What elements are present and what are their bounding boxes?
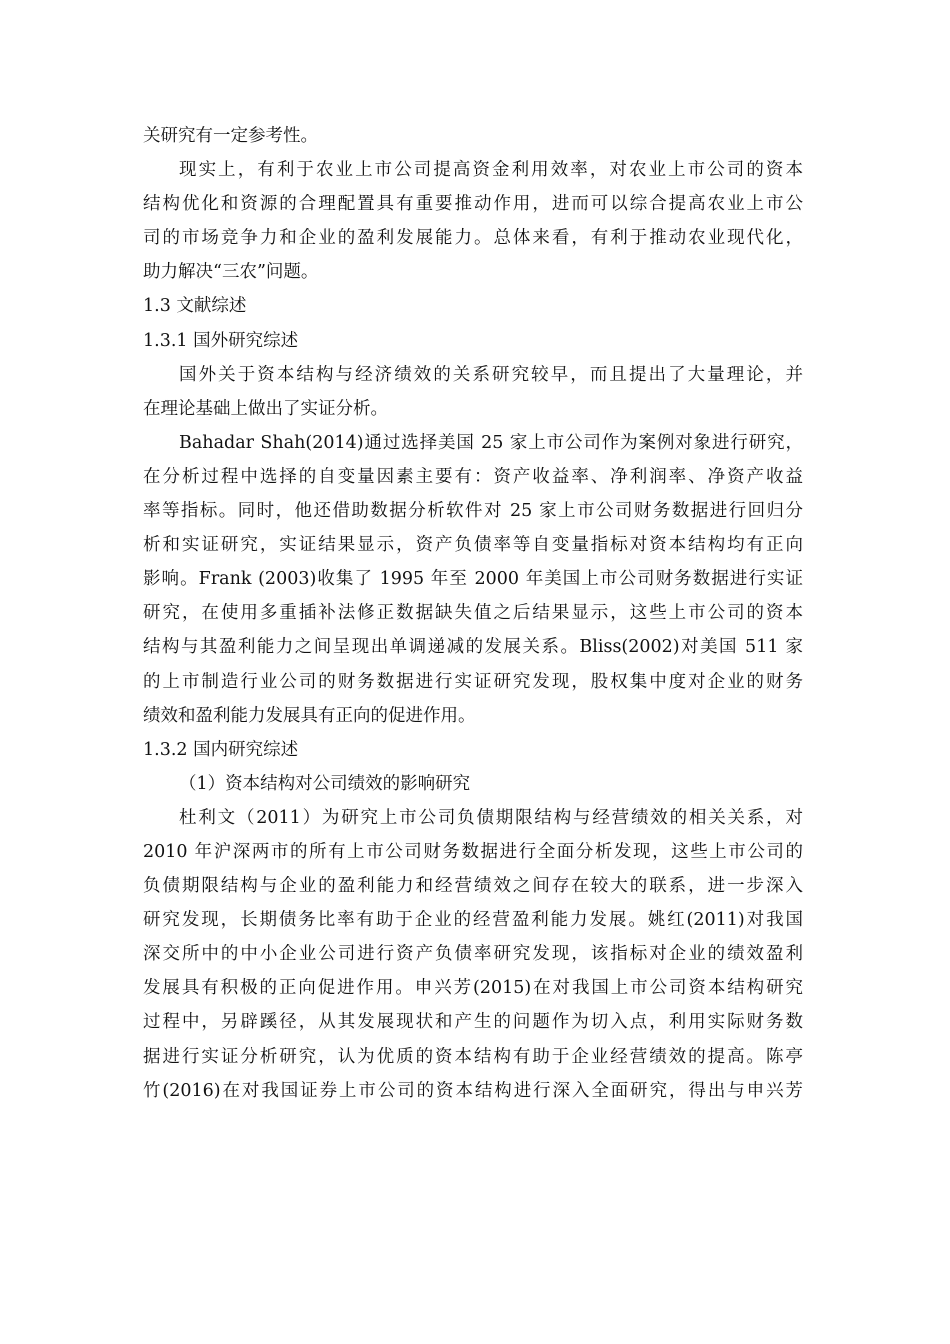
text-line: 深交所中的中小企业公司进行资产负债率研究发现，该指标对企业的绩效盈利 xyxy=(143,944,803,965)
text-line: 助力解决“三农”问题。 xyxy=(143,262,319,283)
text-line: 过程中，另辟蹊径，从其发展现状和产生的问题作为切入点，利用实际财务数 xyxy=(143,1012,803,1033)
text-line: 结构优化和资源的合理配置具有重要推动作用，进而可以综合提高农业上市公 xyxy=(143,194,803,215)
text-line: 负债期限结构与企业的盈利能力和经营绩效之间存在较大的联系，进一步深入 xyxy=(143,876,803,897)
text-line: 结构与其盈利能力之间呈现出单调递减的发展关系。Bliss(2002)对美国 511 家 xyxy=(143,637,803,658)
list-item-heading: （1）资本结构对公司绩效的影响研究 xyxy=(179,773,471,794)
text-line: 在理论基础上做出了实证分析。 xyxy=(143,398,388,419)
text-line: 研究，在使用多重插补法修正数据缺失值之后结果显示，这些上市公司的资本 xyxy=(143,603,803,624)
text-line: 率等指标。同时，他还借助数据分析软件对 25 家上市公司财务数据进行回归分 xyxy=(143,501,803,522)
text-line: 司的市场竞争力和企业的盈利发展能力。总体来看，有利于推动农业现代化， xyxy=(143,228,803,249)
paragraph-first-line: Bahadar Shah(2014)通过选择美国 25 家上市公司作为案例对象进行研究， xyxy=(179,432,803,453)
text-line: 析和实证研究，实证结果显示，资产负债率等自变量指标对资本结构均有正向 xyxy=(143,535,803,556)
text-line: 影响。Frank (2003)收集了 1995 年至 2000 年美国上市公司财务数据进行实证 xyxy=(143,569,803,590)
text-line: 竹(2016)在对我国证券上市公司的资本结构进行深入全面研究，得出与申兴芳 xyxy=(143,1080,803,1101)
text-line: 研究发现，长期债务比率有助于企业的经营盈利能力发展。姚红(2011)对我国 xyxy=(143,910,803,931)
text-line: 2010 年沪深两市的所有上市公司财务数据进行全面分析发现，这些上市公司的 xyxy=(143,841,803,862)
text-line: 的上市制造行业公司的财务数据进行实证研究发现，股权集中度对企业的财务 xyxy=(143,671,803,692)
subsection-heading: 1.3.1 国外研究综述 xyxy=(143,330,299,351)
text-line: 在分析过程中选择的自变量因素主要有：资产收益率、净利润率、净资产收益 xyxy=(143,466,803,487)
document-body xyxy=(143,119,803,1108)
paragraph-first-line: 杜利文（2011）为研究上市公司负债期限结构与经营绩效的相关关系，对 xyxy=(179,807,803,828)
text-line: 绩效和盈利能力发展具有正向的促进作用。 xyxy=(143,705,476,726)
text-line: 关研究有一定参考性。 xyxy=(143,126,318,146)
paragraph-first-line: 国外关于资本结构与经济绩效的关系研究较早，而且提出了大量理论，并 xyxy=(179,364,803,385)
section-heading: 1.3 文献综述 xyxy=(143,296,247,317)
paragraph-first-line: 现实上，有利于农业上市公司提高资金利用效率，对农业上市公司的资本 xyxy=(179,160,803,181)
text-line: 发展具有积极的正向促进作用。申兴芳(2015)在对我国上市公司资本结构研究 xyxy=(143,978,803,999)
text-line: 据进行实证分析研究，认为优质的资本结构有助于企业经营绩效的提高。陈亭 xyxy=(143,1046,803,1067)
subsection-heading: 1.3.2 国内研究综述 xyxy=(143,739,299,760)
